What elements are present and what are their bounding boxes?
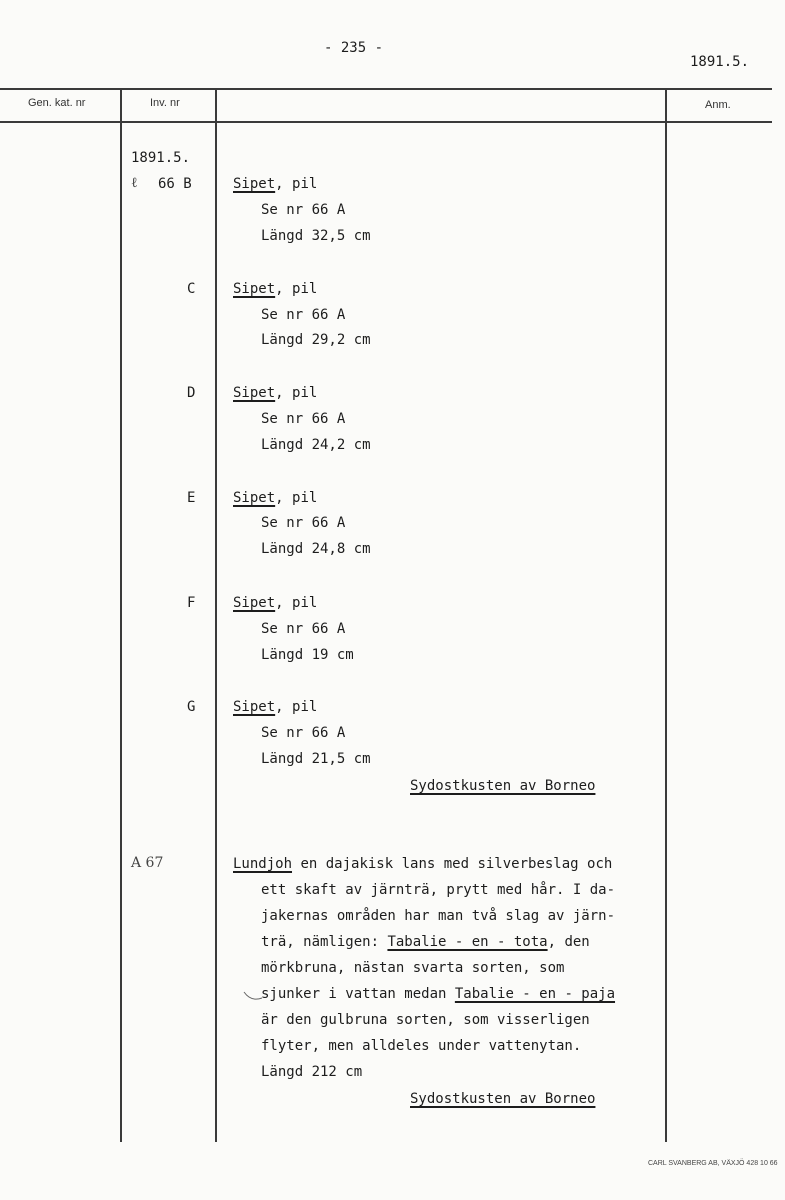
entry-name: Sipet bbox=[233, 699, 276, 715]
description-line-7: är den gulbruna sorten, som visserligen bbox=[261, 1012, 590, 1028]
entry-length: Längd 24,2 cm bbox=[261, 437, 371, 453]
description-text: sjunker i vattan medan bbox=[261, 986, 455, 1002]
inv-number: G bbox=[187, 699, 196, 715]
entry-type: , pil bbox=[275, 385, 318, 401]
entry-title bbox=[233, 699, 317, 715]
page-number: - 235 - bbox=[324, 40, 384, 56]
entry-length: Längd 24,8 cm bbox=[261, 541, 371, 557]
column-divider-inv bbox=[215, 88, 217, 1142]
column-header-gen: Gen. kat. nr bbox=[28, 97, 86, 109]
column-header-anm: Anm. bbox=[705, 99, 731, 111]
entry-name: Sipet bbox=[233, 281, 276, 297]
entry-name: Sipet bbox=[233, 490, 276, 506]
entry-length: Längd 212 cm bbox=[261, 1064, 363, 1080]
entry-length: Längd 29,2 cm bbox=[261, 332, 371, 348]
entry-title bbox=[233, 595, 317, 611]
column-header-inv: Inv. nr bbox=[150, 97, 180, 109]
pencil-tick-mark bbox=[243, 988, 263, 1004]
printer-footer: CARL SVANBERG AB, VÄXJÖ 428 10 66 bbox=[648, 1160, 778, 1167]
description-line-8: flyter, men alldeles under vattenytan. bbox=[261, 1038, 582, 1054]
entry-see-ref: Se nr 66 A bbox=[261, 725, 346, 741]
year-reference: 1891.5. bbox=[690, 54, 750, 70]
description-line-4 bbox=[261, 934, 590, 950]
wood-term: Tabalie - en - tota bbox=[387, 934, 548, 950]
location-label: Sydostkusten av Borneo bbox=[410, 778, 596, 794]
description-text: trä, nämligen: bbox=[261, 934, 388, 950]
entry-see-ref: Se nr 66 A bbox=[261, 411, 346, 427]
entry-see-ref: Se nr 66 A bbox=[261, 202, 346, 218]
entry-see-ref: Se nr 66 A bbox=[261, 621, 346, 637]
inv-number: E bbox=[187, 490, 196, 506]
description-line-2: ett skaft av järnträ, prytt med hår. I da- bbox=[261, 882, 616, 898]
entry-name: Sipet bbox=[233, 385, 276, 401]
description-text: en dajakisk lans med silverbeslag och bbox=[292, 856, 613, 872]
table-top-rule bbox=[0, 88, 772, 90]
entry-type: , pil bbox=[275, 490, 318, 506]
batch-label: 1891.5. bbox=[131, 150, 191, 166]
entry-title bbox=[233, 490, 317, 506]
entry-type: , pil bbox=[275, 699, 318, 715]
entry-title bbox=[233, 385, 317, 401]
inv-number: 66 B bbox=[158, 176, 192, 192]
entry-type: , pil bbox=[275, 595, 318, 611]
wood-term: Tabalie - en - paja bbox=[454, 986, 616, 1002]
handwritten-mark: ℓ bbox=[131, 175, 138, 191]
inv-number: D bbox=[187, 385, 196, 401]
entry-see-ref: Se nr 66 A bbox=[261, 307, 346, 323]
location-label: Sydostkusten av Borneo bbox=[410, 1091, 596, 1107]
entry-length: Längd 19 cm bbox=[261, 647, 354, 663]
entry-type: , pil bbox=[275, 176, 318, 192]
entry-name: Sipet bbox=[233, 595, 276, 611]
column-divider-gen bbox=[120, 88, 122, 1142]
description-line-3: jakernas områden har man två slag av järn- bbox=[261, 908, 616, 924]
description-line-5: mörkbruna, nästan svarta sorten, som bbox=[261, 960, 565, 976]
inv-number: C bbox=[187, 281, 196, 297]
entry-type: , pil bbox=[275, 281, 318, 297]
inv-number: A 67 bbox=[131, 855, 164, 871]
table-header-rule bbox=[0, 121, 772, 123]
description-line-1 bbox=[233, 856, 612, 872]
entry-name: Lundjoh bbox=[233, 856, 293, 872]
entry-title bbox=[233, 281, 317, 297]
entry-title bbox=[233, 176, 317, 192]
entry-length: Längd 32,5 cm bbox=[261, 228, 371, 244]
description-line-6 bbox=[261, 986, 615, 1002]
entry-see-ref: Se nr 66 A bbox=[261, 515, 346, 531]
entry-length: Längd 21,5 cm bbox=[261, 751, 371, 767]
column-divider-anm bbox=[665, 88, 667, 1142]
inv-number: F bbox=[187, 595, 196, 611]
entry-name: Sipet bbox=[233, 176, 276, 192]
description-text: , den bbox=[547, 934, 590, 950]
